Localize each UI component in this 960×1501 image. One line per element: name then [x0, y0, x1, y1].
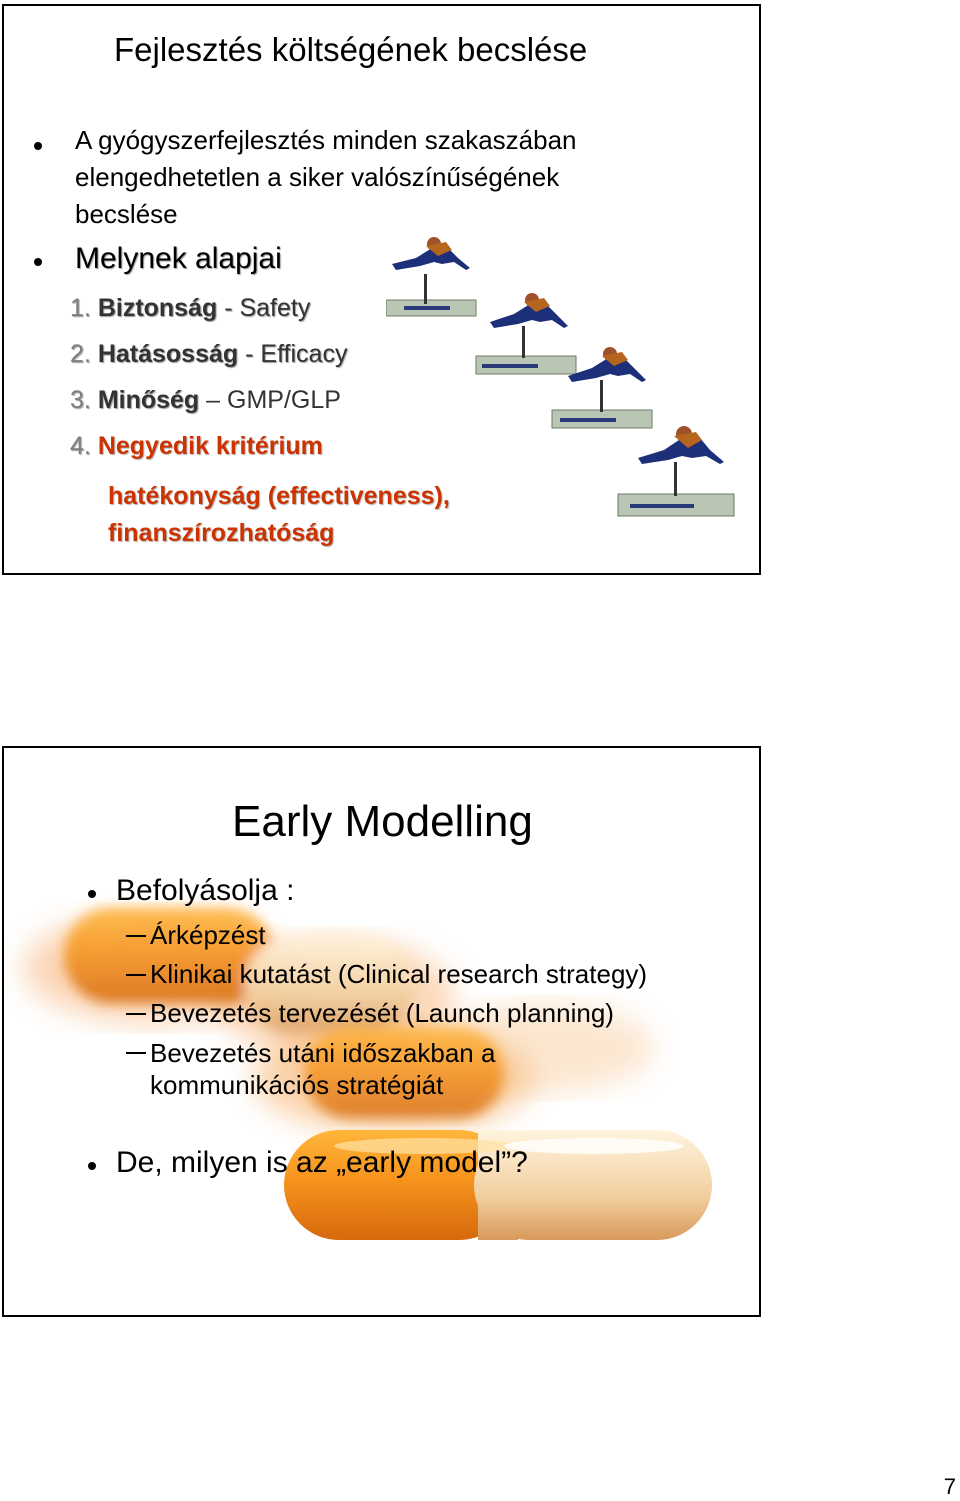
- bullet-text: [75, 122, 577, 233]
- bullet-text: Melynek alapjai: [75, 242, 282, 275]
- numbered-item-4: [70, 428, 323, 465]
- item-rest: – GMP/GLP: [199, 386, 341, 414]
- sub-line: hatékonyság (effectiveness),: [108, 482, 450, 510]
- sub-item: [150, 1037, 495, 1101]
- item-number: 4.: [70, 432, 91, 460]
- slide-title: Fejlesztés költségének becslése: [114, 31, 588, 68]
- bullet-dot: [88, 1162, 96, 1170]
- slide-1: [2, 4, 761, 575]
- sub-item: Árképzést: [150, 920, 266, 950]
- dash-marker: [126, 1052, 146, 1054]
- sub-item-line: Bevezetés utáni időszakban a: [150, 1038, 496, 1068]
- numbered-item-1: [70, 290, 310, 327]
- slide-title: Early Modelling: [232, 797, 533, 846]
- item-number: 2.: [70, 340, 91, 368]
- item-number: 1.: [70, 294, 91, 322]
- bullet-line: A gyógyszerfejlesztés minden szakaszában: [75, 125, 577, 155]
- numbered-item-4-sub: [108, 478, 450, 552]
- item-label: Biztonság: [97, 294, 218, 322]
- bullet-text: Befolyásolja :: [116, 874, 295, 907]
- sub-line: finanszírozhatóság: [108, 519, 335, 547]
- sub-item: Klinikai kutatást (Clinical research strategy): [150, 959, 648, 989]
- item-number: 3.: [70, 386, 91, 414]
- slide-2: [2, 746, 761, 1317]
- sub-item: Bevezetés tervezését (Launch planning): [150, 998, 614, 1028]
- numbered-item-3: [70, 382, 341, 419]
- dash-marker: [126, 974, 146, 976]
- bullet-dot: [34, 142, 42, 150]
- item-rest: - Efficacy: [238, 340, 348, 368]
- item-rest: - Safety: [217, 294, 311, 322]
- page-number: 7: [943, 1474, 956, 1499]
- bullet-line: becslése: [75, 199, 178, 229]
- item-label: Minőség: [97, 386, 200, 414]
- sub-item-line: kommunikációs stratégiát: [150, 1070, 444, 1100]
- bullet-text: De, milyen is az „early model”?: [116, 1146, 528, 1179]
- bullet-dot: [34, 258, 42, 266]
- hurdler-image: [386, 234, 482, 318]
- dash-marker: [126, 935, 146, 937]
- item-label: Hatásosság: [97, 340, 239, 368]
- bullet-dot: [88, 890, 96, 898]
- numbered-item-2: [70, 336, 347, 373]
- dash-marker: [126, 1013, 146, 1015]
- hurdler-image: [616, 422, 740, 522]
- item-label: Negyedik kritérium: [97, 432, 323, 460]
- bullet-line: elengedhetetlen a siker valószínűségének: [75, 162, 560, 192]
